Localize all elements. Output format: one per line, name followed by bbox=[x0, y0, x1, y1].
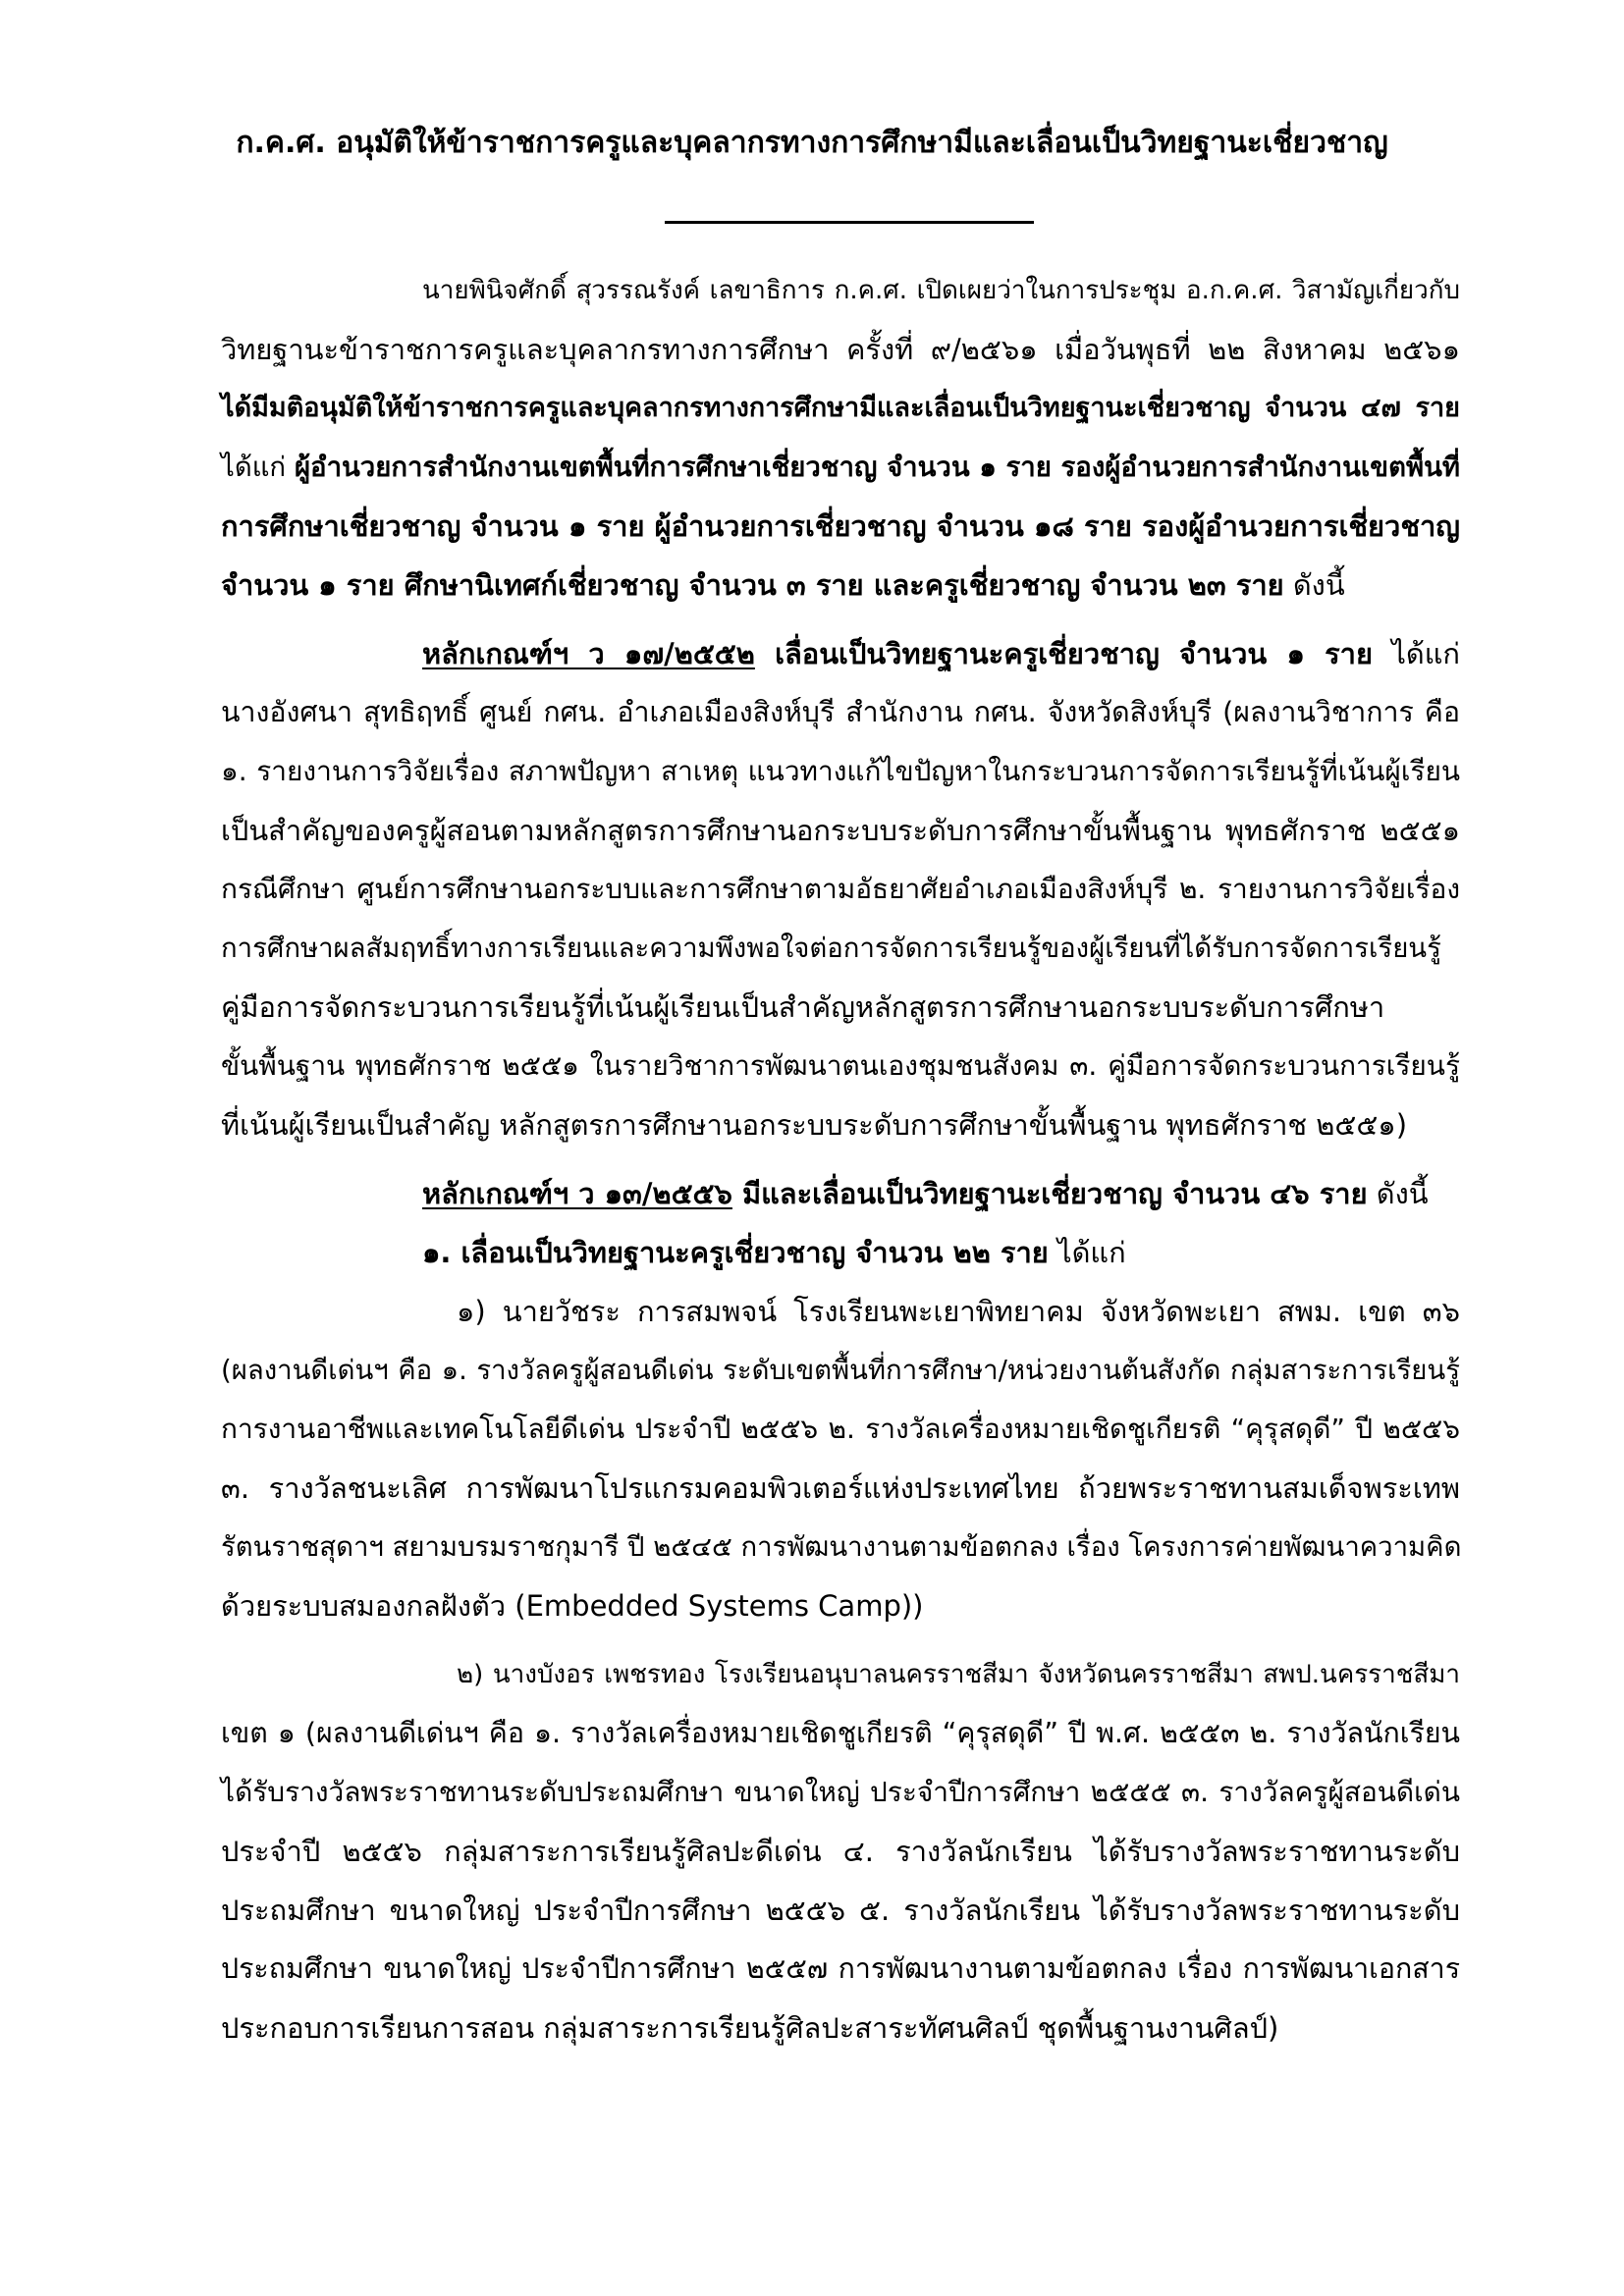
section1-line: ขั้นพื้นฐาน พุทธศักราช ๒๕๕๑ ในรายวิชาการพัฒนาตนเองชุมชนสังคม ๓. คู่มือการจัดกระบวนการเรียนรู้ bbox=[221, 1049, 1460, 1082]
criteria-label: หลักเกณฑ์ฯ ว ๑๗/๒๕๕๒ bbox=[422, 637, 755, 670]
intro-line bbox=[221, 443, 1460, 492]
section1-line: การศึกษาผลสัมฤทธิ์ทางการเรียนและความพึงพอใจต่อการจัดการเรียนรู้ของผู้เรียนที่ได้รับการจัดการเรียนรู้ bbox=[221, 933, 1441, 964]
section1-line: เป็นสำคัญของครูผู้สอนตามหลักสูตรการศึกษานอกระบบระดับการศึกษาขั้นพื้นฐาน พุทธศักราช ๒๕๕๑ bbox=[221, 814, 1460, 847]
document-title: ก.ค.ศ. อนุมัติให้ข้าราชการครูและบุคลากรทางการศึกษามีและเลื่อนเป็นวิทยฐานะเชี่ยวชาญ bbox=[236, 126, 1388, 160]
item1-line: การงานอาชีพและเทคโนโลยีดีเด่น ประจำปี ๒๕๕๖ ๒. รางวัลเครื่องหมายเชิดชูเกียรติ “คุรุสดุดี” ปี ๒๕๕๖ bbox=[221, 1413, 1460, 1445]
item1-line: ๑) นายวัชระ การสมพจน์ โรงเรียนพะเยาพิทยาคม จังหวัดพะเยา สพม. เขต ๓๖ bbox=[457, 1295, 1460, 1328]
item1-line: (ผลงานดีเด่นฯ คือ ๑. รางวัลครูผู้สอนดีเด่น ระดับเขตพื้นที่การศึกษา/หน่วยงานต้นสังกัด กลุ่มสาระการเรียนรู้ bbox=[221, 1355, 1460, 1386]
intro-line: นายพินิจศักดิ์ สุวรรณรังค์ เลขาธิการ ก.ค.ศ. เปิดเผยว่าในการประชุม อ.ก.ค.ศ. วิสามัญเกี่ยวกับ bbox=[422, 276, 1460, 305]
title-divider bbox=[665, 221, 1034, 224]
section1-line: ที่เน้นผู้เรียนเป็นสำคัญ หลักสูตรการศึกษานอกระบบระดับการศึกษาขั้นพื้นฐาน พุทธศักราช ๒๕๕๑) bbox=[221, 1108, 1408, 1142]
section1-line: นางอังศนา สุทธิฤทธิ์ ศูนย์ กศน. อำเภอเมืองสิงห์บุรี สำนักงาน กศน. จังหวัดสิงห์บุรี (ผลงานวิชาการ คือ bbox=[221, 696, 1460, 728]
section1-line: คู่มือการจัดกระบวนการเรียนรู้ที่เน้นผู้เรียนเป็นสำคัญหลักสูตรการศึกษานอกระบบระดับการศึกษา bbox=[221, 990, 1385, 1024]
item1-line: รัตนราชสุดาฯ สยามบรมราชกุมารี ปี ๒๕๔๕ การพัฒนางานตามข้อตกลง เรื่อง โครงการค่ายพัฒนาความคิด bbox=[221, 1531, 1462, 1563]
intro-text: ดังนี้ bbox=[1283, 568, 1345, 602]
item2-line: ได้รับรางวัลพระราชทานระดับประถมศึกษา ขนาดใหญ่ ประจำปีการศึกษา ๒๕๕๕ ๓. รางวัลครูผู้สอนดีเด่น bbox=[221, 1776, 1460, 1808]
section2-heading bbox=[422, 1169, 1460, 1218]
item1-line: ด้วยระบบสมองกลฝังตัว (Embedded Systems Camp)) bbox=[221, 1589, 924, 1623]
criteria-label: หลักเกณฑ์ฯ ว ๑๓/๒๕๕๖ bbox=[422, 1177, 732, 1210]
section-heading-suffix: ดังนี้ bbox=[1367, 1177, 1429, 1210]
intro-line bbox=[221, 561, 1460, 610]
item2-line: ประกอบการเรียนการสอน กลุ่มสาระการเรียนรู้ศิลปะสาระทัศนศิลป์ ชุดพื้นฐานงานศิลป์) bbox=[221, 2011, 1279, 2045]
subheading-suffix: ได้แก่ bbox=[1048, 1236, 1126, 1269]
subheading-text: ๑. เลื่อนเป็นวิทยฐานะครูเชี่ยวชาญ จำนวน ๒๒ ราย bbox=[422, 1236, 1049, 1269]
section-heading-text: เลื่อนเป็นวิทยฐานะครูเชี่ยวชาญ จำนวน ๑ ราย bbox=[754, 637, 1373, 670]
section1-line: ๑. รายงานการวิจัยเรื่อง สภาพปัญหา สาเหตุ แนวทางแก้ไขปัญหาในกระบวนการจัดการเรียนรู้ที่เน้นผู้เรียน bbox=[221, 755, 1460, 787]
item2-line: ประจำปี ๒๕๕๖ กลุ่มสาระการเรียนรู้ศิลปะดีเด่น ๔. รางวัลนักเรียน ได้รับรางวัลพระราชทานระดับ bbox=[221, 1835, 1460, 1868]
item2-line: เขต ๑ (ผลงานดีเด่นฯ คือ ๑. รางวัลเครื่องหมายเชิดชูเกียรติ “คุรุสดุดี” ปี พ.ศ. ๒๕๕๓ ๒. รางวัลนักเรียน bbox=[221, 1717, 1460, 1749]
item2-line: ประถมศึกษา ขนาดใหญ่ ประจำปีการศึกษา ๒๕๕๗ การพัฒนางานตามข้อตกลง เรื่อง การพัฒนาเอกสาร bbox=[221, 1952, 1460, 1985]
section1-line: กรณีศึกษา ศูนย์การศึกษานอกระบบและการศึกษาตามอัธยาศัยอำเภอเมืองสิงห์บุรี ๒. รายงานการวิจัยเรื่อง bbox=[221, 873, 1460, 905]
section-heading-text: มีและเลื่อนเป็นวิทยฐานะเชี่ยวชาญ จำนวน ๔๖ ราย bbox=[731, 1177, 1368, 1210]
item1-line: ๓. รางวัลชนะเลิศ การพัฒนาโปรแกรมคอมพิวเตอร์แห่งประเทศไทย ถ้วยพระราชทานสมเด็จพระเทพ bbox=[221, 1471, 1460, 1505]
intro-line: วิทยฐานะข้าราชการครูและบุคลากรทางการศึกษา ครั้งที่ ๙/๒๕๖๑ เมื่อวันพุธที่ ๒๒ สิงหาคม ๒๕๖๑ bbox=[221, 333, 1460, 366]
intro-bold-text: ผู้อำนวยการสำนักงานเขตพื้นที่การศึกษาเชี่ยวชาญ จำนวน ๑ ราย รองผู้อำนวยการสำนักงานเขตพื้นที่ bbox=[294, 452, 1460, 483]
intro-line: การศึกษาเชี่ยวชาญ จำนวน ๑ ราย ผู้อำนวยการเชี่ยวชาญ จำนวน ๑๘ ราย รองผู้อำนวยการเชี่ยวชาญ bbox=[221, 509, 1460, 543]
item2-line: ประถมศึกษา ขนาดใหญ่ ประจำปีการศึกษา ๒๕๕๖ ๕. รางวัลนักเรียน ได้รับรางวัลพระราชทานระดับ bbox=[221, 1894, 1460, 1927]
section-heading-suffix: ได้แก่ bbox=[1372, 637, 1460, 670]
item2-line: ๒) นางบังอร เพชรทอง โรงเรียนอนุบาลนครราชสีมา จังหวัดนครราชสีมา สพป.นครราชสีมา bbox=[457, 1660, 1460, 1689]
intro-text: ได้แก่ bbox=[221, 452, 295, 483]
intro-bold-text: จำนวน ๑ ราย ศึกษานิเทศก์เชี่ยวชาญ จำนวน ๓ ราย และครูเชี่ยวชาญ จำนวน ๒๓ ราย bbox=[221, 568, 1284, 602]
section1-heading bbox=[422, 629, 1460, 678]
section2-subheading bbox=[422, 1228, 1460, 1277]
intro-line: ได้มีมติอนุมัติให้ข้าราชการครูและบุคลากรทางการศึกษามีและเลื่อนเป็นวิทยฐานะเชี่ยวชาญ จำนวน ๔๗ ราย bbox=[221, 393, 1460, 423]
